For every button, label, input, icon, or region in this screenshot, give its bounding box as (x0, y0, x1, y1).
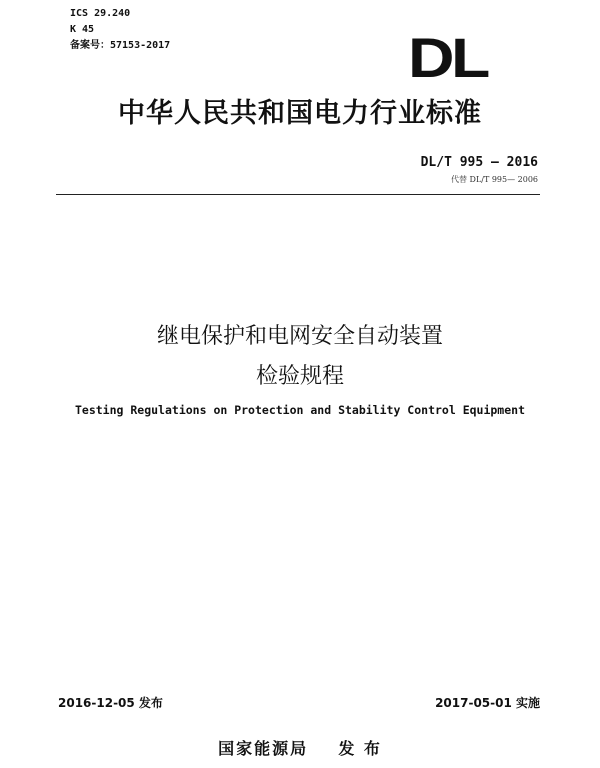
filing-number: 备案号：57153-2017 (70, 40, 171, 51)
document-title-line-2: 检验规程 (255, 364, 344, 389)
issue-date: 2016-12-05 发布 (58, 696, 163, 710)
replaces-standard: 代替 DL/T 995— 2006 (450, 175, 538, 184)
english-title: Testing Regulations on Protection and Stability Control Equipment (74, 403, 526, 417)
org-title: 中华人民共和国电力行业标准 (118, 98, 482, 129)
classification-code: K 45 (70, 24, 95, 35)
standard-number: DL/T 995 — 2016 (420, 155, 538, 170)
dl-logo: DL (408, 26, 487, 89)
ics-code: ICS 29.240 (70, 8, 131, 19)
header-divider (56, 194, 540, 195)
implementation-date: 2017-05-01 实施 (435, 696, 540, 710)
publisher: 国家能源局 发 布 (218, 739, 382, 758)
document-title-line-1: 继电保护和电网安全自动装置 (156, 324, 443, 349)
